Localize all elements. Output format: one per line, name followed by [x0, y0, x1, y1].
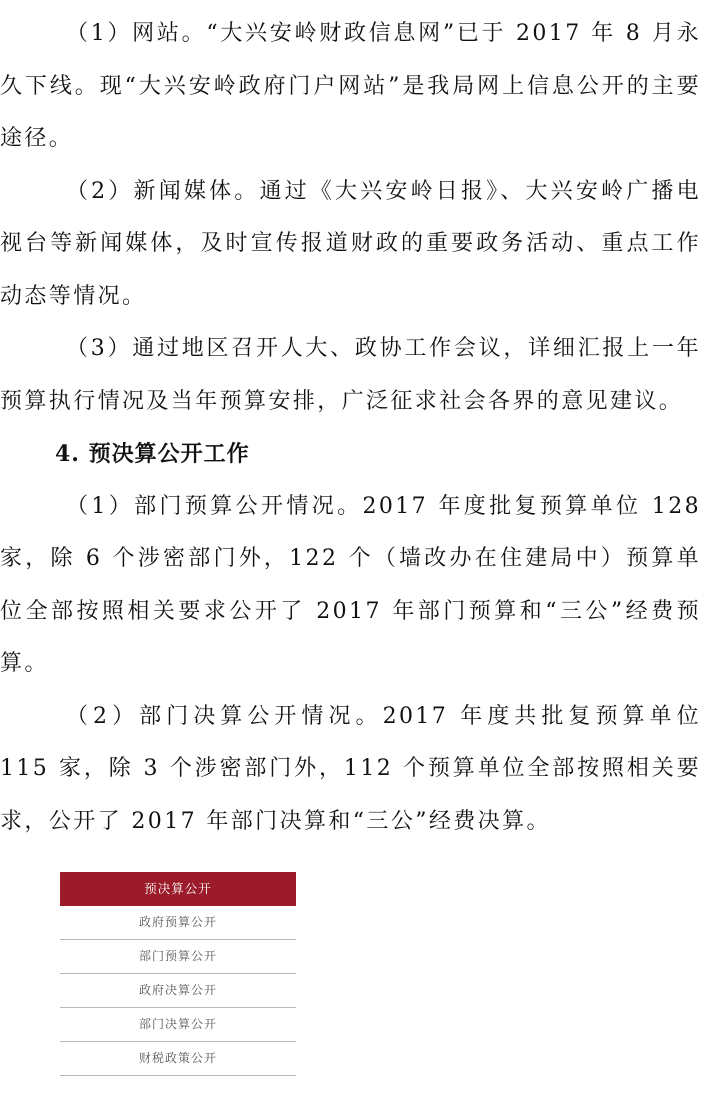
paragraph-meetings: （3）通过地区召开人大、政协工作会议，详细汇报上一年预算执行情况及当年预算安排，广泛征求社会各界的意见建议。 — [0, 336, 701, 414]
document-body — [0, 8, 701, 848]
menu-item-government-final-accounts[interactable]: 政府决算公开 — [60, 974, 296, 1008]
paragraph-news-media: （2）新闻媒体。通过《大兴安岭日报》、大兴安岭广播电视台等新闻媒体，及时宣传报道财政的重要政务活动、重点工作动态等情况。 — [0, 178, 701, 309]
menu-item-fiscal-policy[interactable]: 财税政策公开 — [60, 1042, 296, 1076]
menu-item-department-budget[interactable]: 部门预算公开 — [60, 940, 296, 974]
paragraph-website: （1）网站。“大兴安岭财政信息网”已于 2017 年 8 月永久下线。现“大兴安岭政府门户网站”是我局网上信息公开的主要途径。 — [0, 21, 701, 151]
menu-item-government-budget[interactable]: 政府预算公开 — [60, 906, 296, 940]
menu-header[interactable]: 预决算公开 — [60, 872, 296, 906]
budget-disclosure-menu — [60, 872, 296, 1076]
section-heading: 4. 预决算公开工作 — [55, 441, 250, 467]
menu-item-department-final-accounts[interactable]: 部门决算公开 — [60, 1008, 296, 1042]
paragraph-department-final-accounts: （2）部门决算公开情况。2017 年度共批复预算单位 115 家，除 3 个涉密部门外，112 个预算单位全部按照相关要求，公开了 2017 年部门决算和“三公”经费决算。 — [0, 703, 701, 834]
paragraph-department-budget: （1）部门预算公开情况。2017 年度批复预算单位 128 家，除 6 个涉密部门外，122 个（墙改办在住建局中）预算单位全部按照相关要求公开了 2017 年部门预算和“三公”经费预算。 — [0, 493, 701, 676]
